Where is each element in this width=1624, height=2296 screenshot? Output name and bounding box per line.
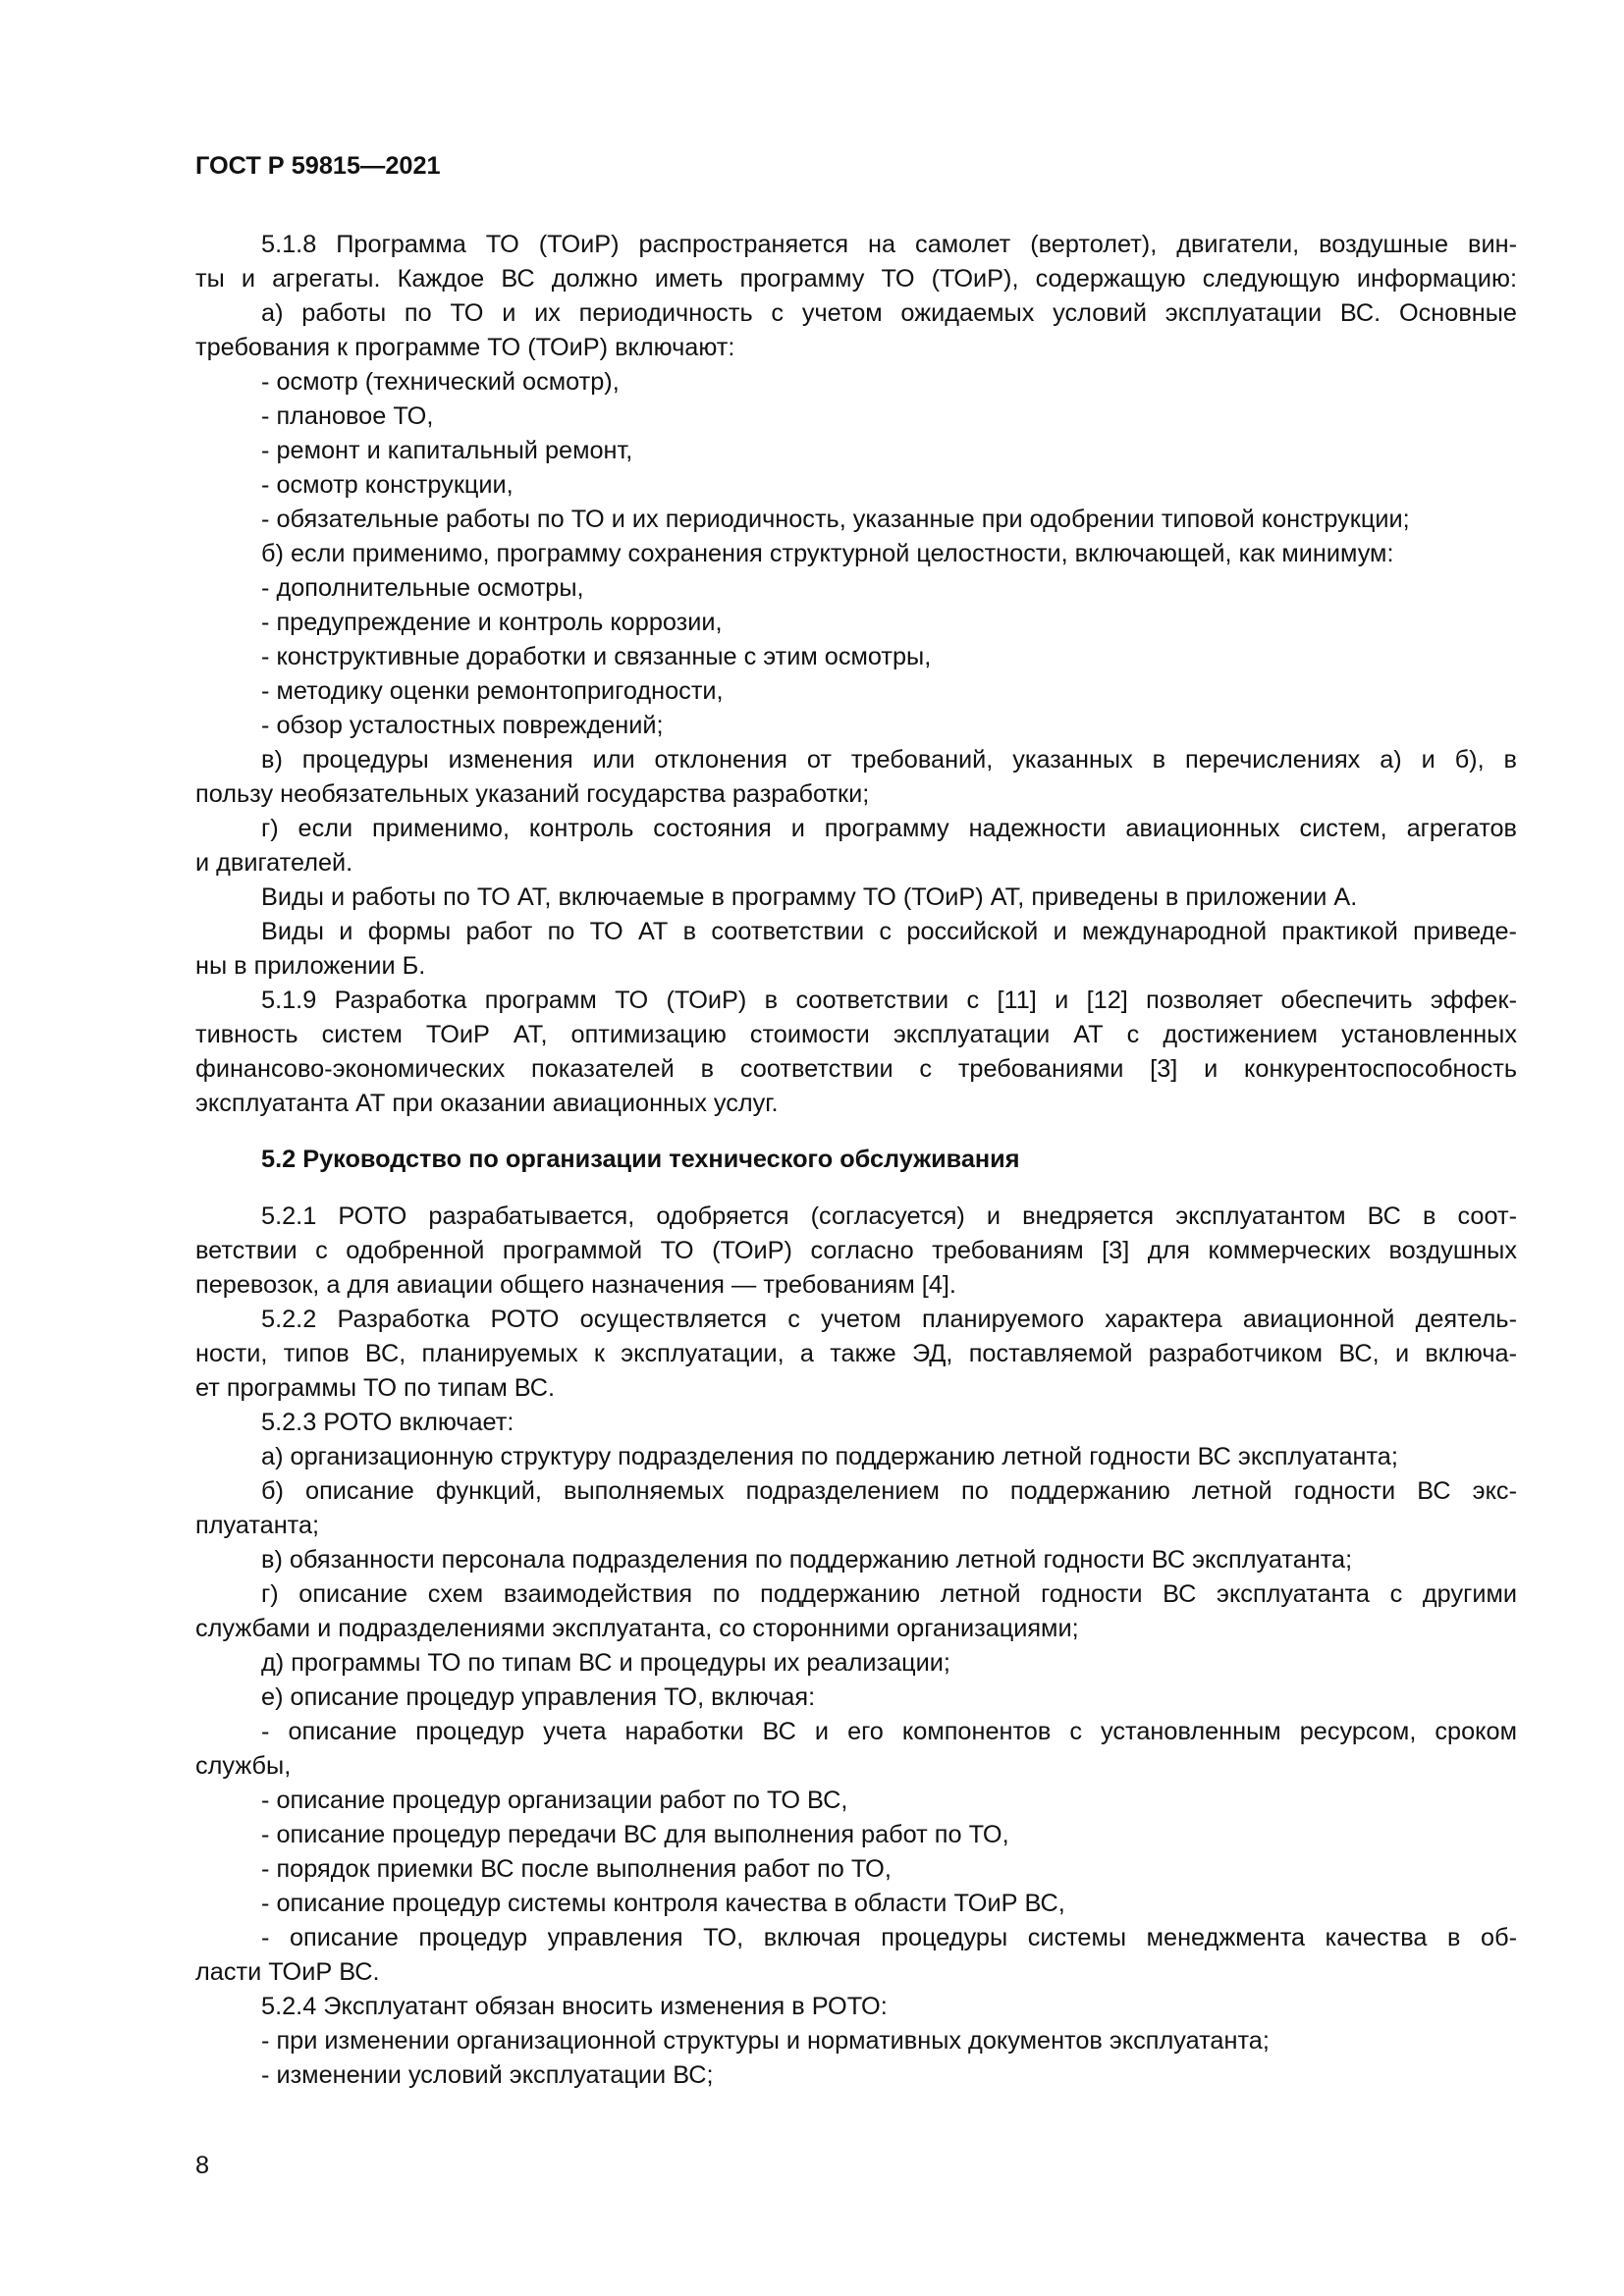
- list-item: ласти ТОиР ВС.: [195, 1958, 380, 1986]
- list-item: - описание процедур учета наработки ВС и его компонентов с установленным ресурсом, сроком: [261, 1718, 1517, 1745]
- paragraph-line: ны в приложении Б.: [195, 952, 426, 980]
- list-item: - обязательные работы по ТО и их периодичность, указанные при одобрении типовой конструкции;: [261, 506, 1410, 533]
- paragraph-line: перевозок, а для авиации общего назначения — требованиям [4].: [195, 1271, 956, 1299]
- paragraph-line: 5.1.9 Разработка программ ТО (ТОиР) в соответствии с [11] и [12] позволяет обеспечить эффек-: [261, 987, 1517, 1014]
- list-item: - дополнительные осмотры,: [261, 574, 584, 602]
- list-item: - при изменении организационной структуры и нормативных документов эксплуатанта;: [261, 2027, 1270, 2055]
- paragraph-line: 5.2.4 Эксплуатант обязан вносить изменения в РОТО:: [261, 1993, 888, 2020]
- paragraph-line: б) если применимо, программу сохранения структурной целостности, включающей, как минимум:: [261, 540, 1394, 567]
- list-item: - осмотр (технический осмотр),: [261, 368, 620, 396]
- list-item: - изменении условий эксплуатации ВС;: [261, 2061, 714, 2089]
- list-item: - осмотр конструкции,: [261, 471, 514, 499]
- paragraph-line: ет программы ТО по типам ВС.: [195, 1374, 556, 1402]
- paragraph-line: ветствии с одобренной программой ТО (ТОиР) согласно требованиям [3] для коммерческих воздушных: [195, 1237, 1517, 1264]
- list-item: - описание процедур организации работ по ТО ВС,: [261, 1787, 848, 1814]
- paragraph-line: эксплуатанта АТ при оказании авиационных услуг.: [195, 1090, 779, 1117]
- paragraph-line: Виды и формы работ по ТО АТ в соответствии с российской и международной практикой приведе-: [261, 918, 1517, 945]
- paragraph-line: б) описание функций, выполняемых подразделением по поддержанию летной годности ВС экс-: [261, 1477, 1517, 1505]
- paragraph-line: а) работы по ТО и их периодичность с учетом ожидаемых условий эксплуатации ВС. Основные: [261, 299, 1517, 327]
- list-item: - порядок приемки ВС после выполнения работ по ТО,: [261, 1855, 892, 1883]
- paragraph-line: г) если применимо, контроль состояния и программу надежности авиационных систем, агрегатов: [261, 815, 1517, 842]
- paragraph-line: 5.2.3 РОТО включает:: [261, 1409, 514, 1436]
- list-item: - описание процедур передачи ВС для выполнения работ по ТО,: [261, 1821, 1009, 1848]
- list-item: - описание процедур управления ТО, включая процедуры системы менеджмента качества в об-: [261, 1924, 1517, 1951]
- paragraph-line: ности, типов ВС, планируемых к эксплуатации, а также ЭД, поставляемой разработчиком ВС, и включа-: [195, 1340, 1517, 1367]
- paragraph-line: пользу необязательных указаний государства разработки;: [195, 780, 870, 808]
- section-heading: 5.2 Руководство по организации технического обслуживания: [261, 1146, 1020, 1173]
- paragraph-line: а) организационную структуру подразделения по поддержанию летной годности ВС эксплуатанта;: [261, 1443, 1398, 1470]
- paragraph-line: в) процедуры изменения или отклонения от требований, указанных в перечислениях а) и б), в: [261, 746, 1517, 774]
- paragraph-line: финансово-экономических показателей в соответствии с требованиями [3] и конкурентоспособность: [195, 1055, 1517, 1083]
- list-item: - конструктивные доработки и связанные с этим осмотры,: [261, 643, 932, 670]
- paragraph-line: д) программы ТО по типам ВС и процедуры их реализации;: [261, 1649, 950, 1677]
- paragraph-line: требования к программе ТО (ТОиР) включают:: [195, 334, 735, 361]
- paragraph-line: и двигателей.: [195, 849, 353, 877]
- paragraph-line: в) обязанности персонала подразделения по поддержанию летной годности ВС эксплуатанта;: [261, 1546, 1353, 1574]
- page-number: 8: [195, 2152, 210, 2179]
- paragraph-line: службами и подразделениями эксплуатанта, со сторонними организациями;: [195, 1615, 1079, 1642]
- paragraph-line: плуатанта;: [195, 1512, 320, 1539]
- paragraph-line: 5.2.1 РОТО разрабатывается, одобряется (согласуется) и внедряется эксплуатантом ВС в соот-: [261, 1202, 1517, 1230]
- paragraph-line: е) описание процедур управления ТО, включая:: [261, 1683, 816, 1711]
- list-item: службы,: [195, 1752, 292, 1780]
- list-item: - плановое ТО,: [261, 402, 434, 430]
- list-item: - предупреждение и контроль коррозии,: [261, 609, 723, 636]
- paragraph-line: тивность систем ТОиР АТ, оптимизацию стоимости эксплуатации АТ с достижением установленных: [195, 1021, 1517, 1048]
- paragraph-line: ты и агрегаты. Каждое ВС должно иметь программу ТО (ТОиР), содержащую следующую информацию:: [195, 265, 1517, 293]
- paragraph-line: г) описание схем взаимодействия по поддержанию летной годности ВС эксплуатанта с другими: [261, 1580, 1517, 1608]
- paragraph-line: 5.2.2 Разработка РОТО осуществляется с учетом планируемого характера авиационной деятель-: [261, 1306, 1517, 1333]
- list-item: - обзор усталостных повреждений;: [261, 712, 664, 739]
- paragraph-line: Виды и работы по ТО АТ, включаемые в программу ТО (ТОиР) АТ, приведены в приложении А.: [261, 883, 1358, 911]
- list-item: - методику оценки ремонтопригодности,: [261, 677, 724, 705]
- list-item: - описание процедур системы контроля качества в области ТОиР ВС,: [261, 1890, 1065, 1917]
- paragraph-line: 5.1.8 Программа ТО (ТОиР) распространяется на самолет (вертолет), двигатели, воздушные вин-: [261, 231, 1517, 258]
- list-item: - ремонт и капитальный ремонт,: [261, 437, 633, 464]
- document-code-header: ГОСТ Р 59815—2021: [195, 152, 441, 180]
